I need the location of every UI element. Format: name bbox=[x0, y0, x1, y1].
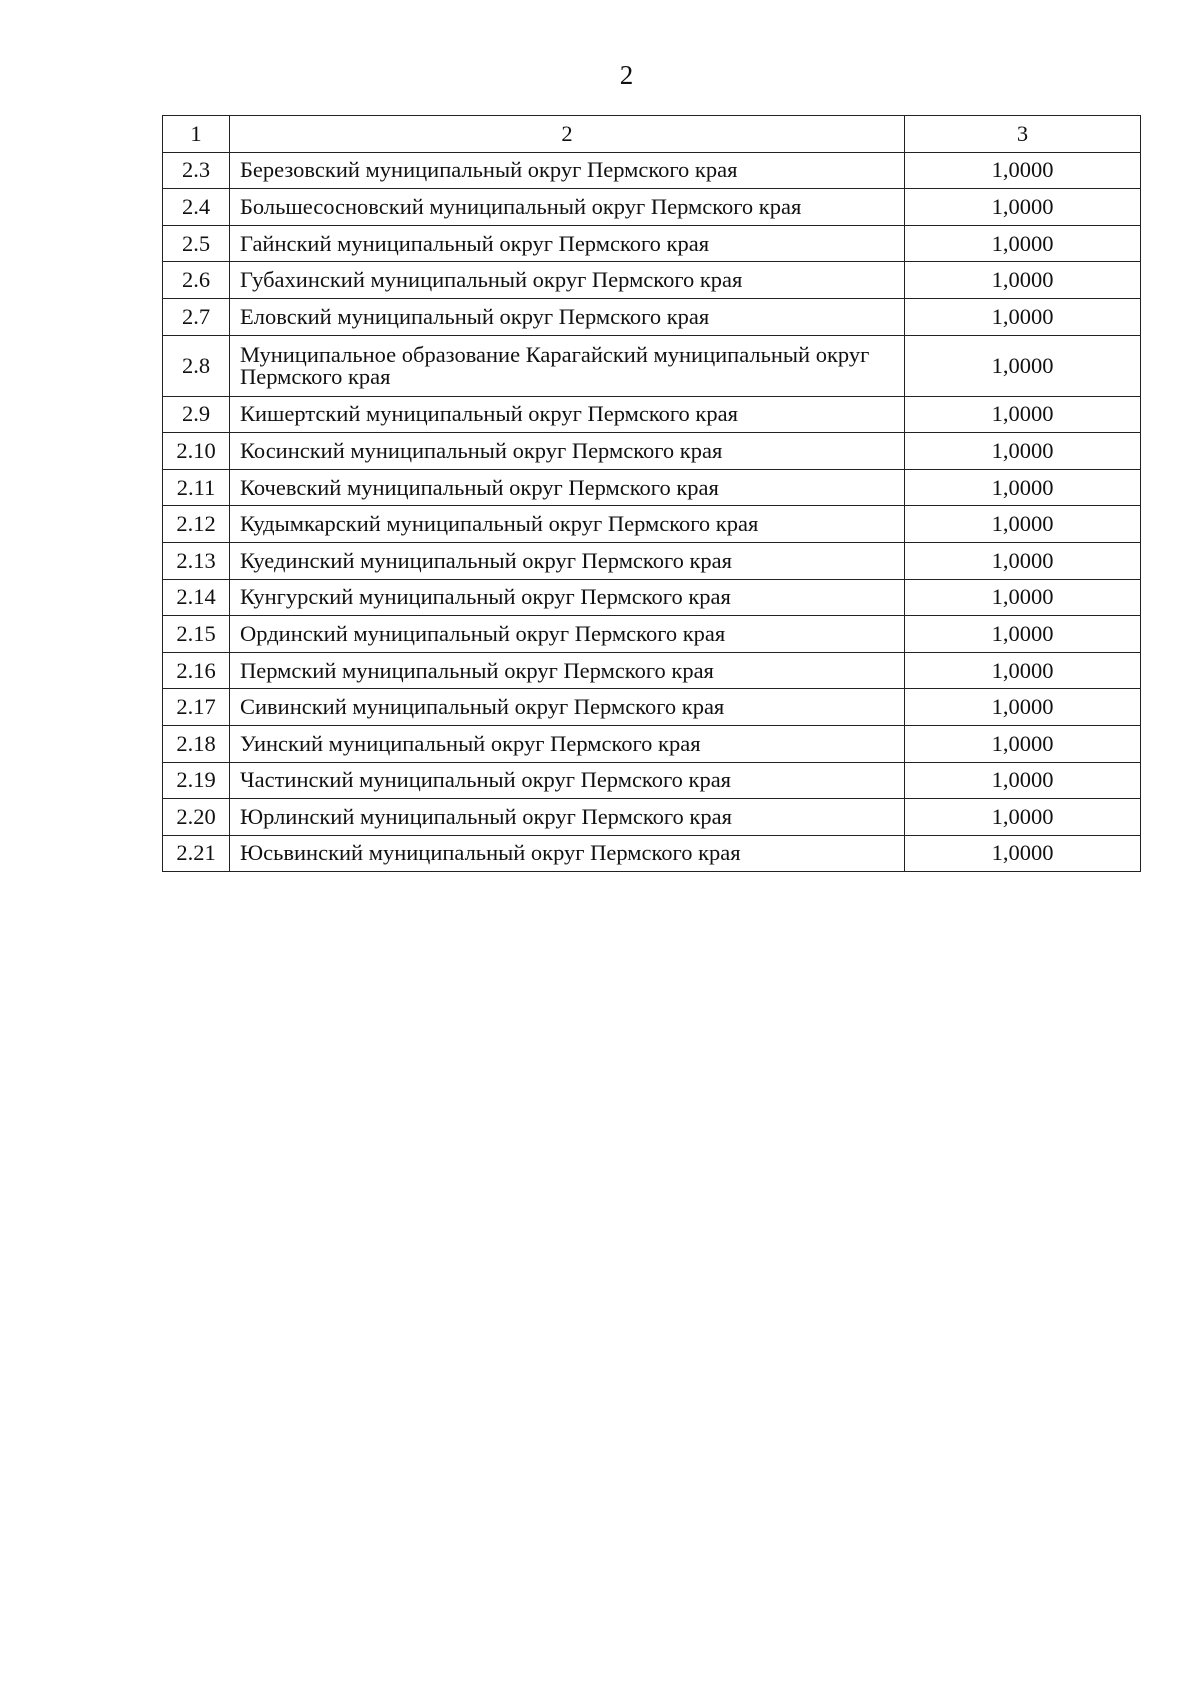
row-number: 2.6 bbox=[163, 262, 230, 299]
municipality-name: Куединский муниципальный округ Пермского края bbox=[230, 542, 905, 579]
table-row bbox=[163, 433, 1141, 470]
municipality-name: Юсьвинский муниципальный округ Пермского края bbox=[230, 835, 905, 872]
table-row bbox=[163, 616, 1141, 653]
coefficient-value: 1,0000 bbox=[905, 725, 1141, 762]
table-row bbox=[163, 542, 1141, 579]
municipality-name: Кишертский муниципальный округ Пермского края bbox=[230, 396, 905, 433]
coefficient-value: 1,0000 bbox=[905, 762, 1141, 799]
row-number: 2.11 bbox=[163, 469, 230, 506]
table-row bbox=[163, 835, 1141, 872]
municipality-name: Пермский муниципальный округ Пермского края bbox=[230, 652, 905, 689]
municipality-name: Кочевский муниципальный округ Пермского края bbox=[230, 469, 905, 506]
row-number: 2.3 bbox=[163, 152, 230, 189]
coefficients-table bbox=[162, 115, 1141, 872]
table-row bbox=[163, 335, 1141, 396]
municipality-name: Муниципальное образование Карагайский муниципальный округ Пермского края bbox=[230, 335, 905, 396]
row-number: 2.19 bbox=[163, 762, 230, 799]
row-number: 2.18 bbox=[163, 725, 230, 762]
municipality-name: Уинский муниципальный округ Пермского края bbox=[230, 725, 905, 762]
table-row bbox=[163, 225, 1141, 262]
table-row bbox=[163, 189, 1141, 226]
table-header-row bbox=[163, 116, 1141, 153]
table-row bbox=[163, 799, 1141, 836]
table-row bbox=[163, 152, 1141, 189]
table-row bbox=[163, 298, 1141, 335]
municipality-name: Косинский муниципальный округ Пермского края bbox=[230, 433, 905, 470]
row-number: 2.15 bbox=[163, 616, 230, 653]
municipality-name: Губахинский муниципальный округ Пермского края bbox=[230, 262, 905, 299]
coefficient-value: 1,0000 bbox=[905, 152, 1141, 189]
municipality-name: Сивинский муниципальный округ Пермского края bbox=[230, 689, 905, 726]
row-number: 2.16 bbox=[163, 652, 230, 689]
row-number: 2.21 bbox=[163, 835, 230, 872]
municipality-name: Кунгурский муниципальный округ Пермского края bbox=[230, 579, 905, 616]
coefficient-value: 1,0000 bbox=[905, 225, 1141, 262]
coefficient-value: 1,0000 bbox=[905, 616, 1141, 653]
table-row bbox=[163, 725, 1141, 762]
coefficient-value: 1,0000 bbox=[905, 298, 1141, 335]
coefficient-value: 1,0000 bbox=[905, 835, 1141, 872]
header-cell-1: 1 bbox=[163, 116, 230, 153]
municipality-name: Березовский муниципальный округ Пермского края bbox=[230, 152, 905, 189]
row-number: 2.14 bbox=[163, 579, 230, 616]
coefficient-value: 1,0000 bbox=[905, 396, 1141, 433]
table-row bbox=[163, 689, 1141, 726]
row-number: 2.4 bbox=[163, 189, 230, 226]
table-row bbox=[163, 652, 1141, 689]
coefficient-value: 1,0000 bbox=[905, 506, 1141, 543]
coefficient-value: 1,0000 bbox=[905, 542, 1141, 579]
header-cell-3: 3 bbox=[905, 116, 1141, 153]
page-number: 2 bbox=[619, 60, 634, 90]
municipality-name: Гайнский муниципальный округ Пермского края bbox=[230, 225, 905, 262]
coefficient-value: 1,0000 bbox=[905, 579, 1141, 616]
table-row bbox=[163, 396, 1141, 433]
row-number: 2.9 bbox=[163, 396, 230, 433]
row-number: 2.20 bbox=[163, 799, 230, 836]
row-number: 2.12 bbox=[163, 506, 230, 543]
table-row bbox=[163, 762, 1141, 799]
municipality-name: Ординский муниципальный округ Пермского края bbox=[230, 616, 905, 653]
coefficient-value: 1,0000 bbox=[905, 652, 1141, 689]
coefficient-value: 1,0000 bbox=[905, 689, 1141, 726]
coefficient-value: 1,0000 bbox=[905, 335, 1141, 396]
municipality-name: Юрлинский муниципальный округ Пермского края bbox=[230, 799, 905, 836]
row-number: 2.7 bbox=[163, 298, 230, 335]
coefficient-value: 1,0000 bbox=[905, 799, 1141, 836]
table-row bbox=[163, 579, 1141, 616]
header-cell-2: 2 bbox=[230, 116, 905, 153]
municipality-name: Большесосновский муниципальный округ Пермского края bbox=[230, 189, 905, 226]
table-row bbox=[163, 506, 1141, 543]
municipality-name: Еловский муниципальный округ Пермского края bbox=[230, 298, 905, 335]
coefficient-value: 1,0000 bbox=[905, 189, 1141, 226]
row-number: 2.10 bbox=[163, 433, 230, 470]
municipality-name: Кудымкарский муниципальный округ Пермского края bbox=[230, 506, 905, 543]
row-number: 2.5 bbox=[163, 225, 230, 262]
table-row bbox=[163, 262, 1141, 299]
row-number: 2.13 bbox=[163, 542, 230, 579]
coefficient-value: 1,0000 bbox=[905, 469, 1141, 506]
row-number: 2.8 bbox=[163, 335, 230, 396]
table-row bbox=[163, 469, 1141, 506]
coefficient-value: 1,0000 bbox=[905, 433, 1141, 470]
coefficient-value: 1,0000 bbox=[905, 262, 1141, 299]
municipality-name: Частинский муниципальный округ Пермского края bbox=[230, 762, 905, 799]
row-number: 2.17 bbox=[163, 689, 230, 726]
